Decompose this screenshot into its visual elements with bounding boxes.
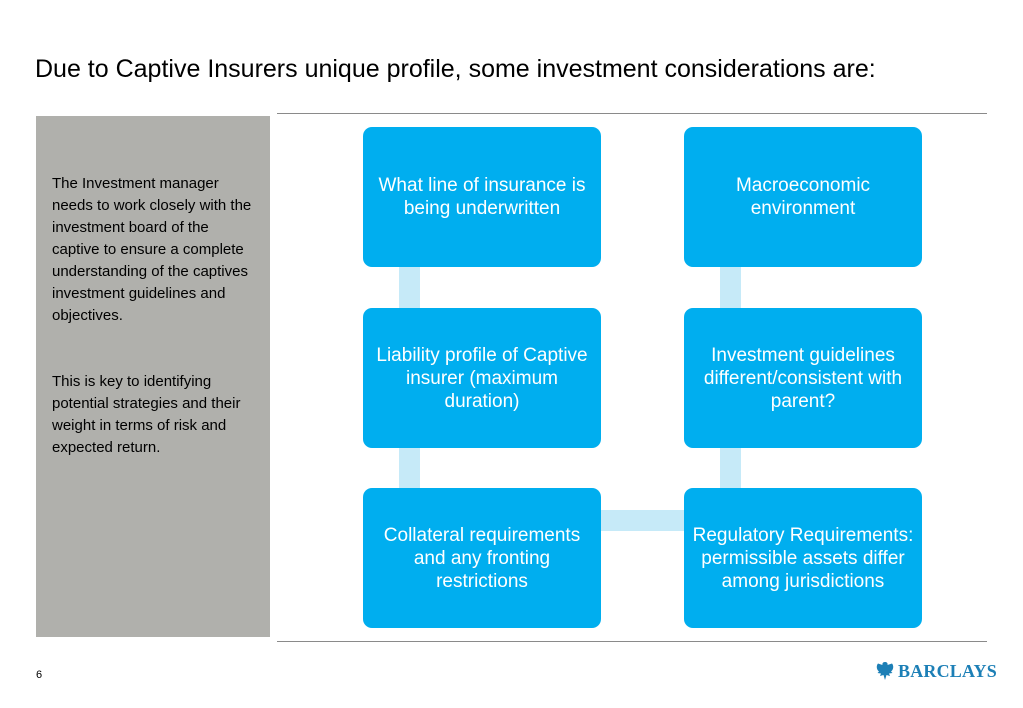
box-macroeconomic (684, 127, 922, 267)
box-regulatory-label: Regulatory Requirements: permissible assets differ among jurisdictions (692, 524, 914, 592)
box-investment-guidelines (684, 308, 922, 448)
bottom-divider (277, 641, 987, 642)
box-investment-guidelines-label: Investment guidelines different/consistent with parent? (703, 344, 903, 412)
box-macroeconomic-label: Macroeconomic environment (735, 175, 871, 219)
sidebar-panel (36, 116, 270, 637)
connector-line-to-liability (399, 267, 420, 309)
connector-liability-to-collateral (399, 447, 420, 489)
sidebar-paragraph-1: The Investment manager needs to work closely with the investment board of the captive to ensure a complete understanding of the captives investment guidelines and objectives. (52, 175, 252, 324)
box-liability-profile (363, 308, 601, 448)
box-liability-profile-label: Liability profile of Captive insurer (maximum duration) (376, 344, 588, 412)
barclays-logo-text: BARCLAYS (898, 660, 997, 681)
eagle-icon (875, 660, 895, 682)
box-line-of-insurance-label: What line of insurance is being underwritten (378, 175, 586, 219)
box-collateral (363, 488, 601, 628)
box-collateral-label: Collateral requirements and any fronting restrictions (383, 524, 581, 592)
slide-title: Due to Captive Insurers unique profile, some investment considerations are: (35, 55, 876, 83)
page-number: 6 (36, 669, 43, 681)
barclays-logo (875, 660, 997, 682)
connector-collateral-to-regulatory (600, 510, 685, 531)
connector-guidelines-to-regulatory (720, 447, 741, 489)
sidebar-paragraph-2: This is key to identifying potential strategies and their weight in terms of risk and expected return. (52, 373, 241, 456)
connector-macro-to-guidelines (720, 267, 741, 309)
box-regulatory (684, 488, 922, 628)
top-divider (277, 113, 987, 114)
box-line-of-insurance (363, 127, 601, 267)
